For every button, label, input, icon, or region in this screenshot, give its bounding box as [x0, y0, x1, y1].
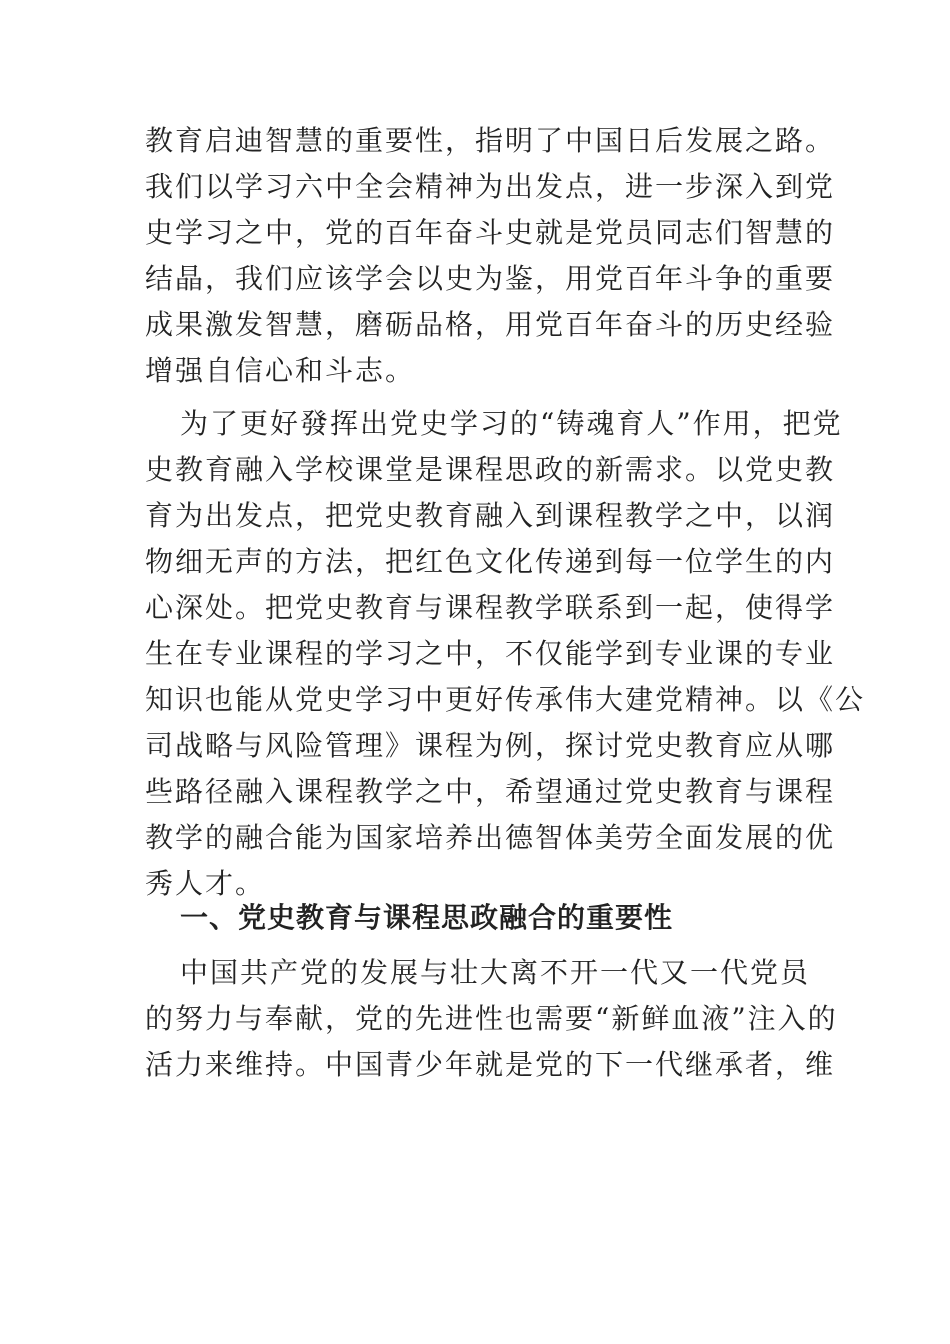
paragraph-line: 我们以学习六中全会精神为出发点，进一步深入到党 — [145, 170, 836, 203]
paragraph-line: 司战略与风险管理》课程为例，探讨党史教育应从哪 — [145, 729, 836, 762]
paragraph-line: 物细无声的方法，把红色文化传递到每一位学生的内 — [145, 545, 836, 578]
paragraph-line: 生在专业课程的学习之中，不仅能学到专业课的专业 — [145, 637, 836, 670]
paragraph-line: 知识也能从党史学习中更好传承伟大建党精神。以《公 — [145, 683, 866, 716]
paragraph-line: 秀人才。 — [145, 867, 266, 900]
paragraph-line: 成果激发智慧，磨砺品格，用党百年奋斗的历史经验 — [145, 308, 836, 341]
paragraph-line: 教学的融合能为国家培养出德智体美劳全面发展的优 — [145, 821, 836, 854]
paragraph-line: 活力来维持。中国青少年就是党的下一代继承者，维 — [145, 1048, 836, 1081]
paragraph-line: 史教育融入学校课堂是课程思政的新需求。以党史教 — [145, 453, 836, 486]
paragraph-line: 结晶，我们应该学会以史为鉴，用党百年斗争的重要 — [145, 262, 836, 295]
section-heading: 一、党史教育与课程思政融合的重要性 — [180, 901, 674, 934]
paragraph-line: 的努力与奉献，党的先进性也需要“新鲜血液”注入的 — [145, 1002, 838, 1035]
paragraph-line: 为了更好發挥出党史学习的“铸魂育人”作用，把党 — [180, 407, 843, 440]
paragraph-line: 教育启迪智慧的重要性，指明了中国日后发展之路。 — [145, 124, 836, 157]
paragraph-line: 心深处。把党史教育与课程教学联系到一起，使得学 — [145, 591, 836, 624]
paragraph-line: 增强自信心和斗志。 — [145, 354, 416, 387]
paragraph-line: 育为出发点，把党史教育融入到课程教学之中，以润 — [145, 499, 836, 532]
paragraph-line: 些路径融入课程教学之中，希望通过党史教育与课程 — [145, 775, 836, 808]
paragraph-line: 史学习之中，党的百年奋斗史就是党员同志们智慧的 — [145, 216, 836, 249]
paragraph-line: 中国共产党的发展与壮大离不开一代又一代党员 — [180, 956, 811, 989]
